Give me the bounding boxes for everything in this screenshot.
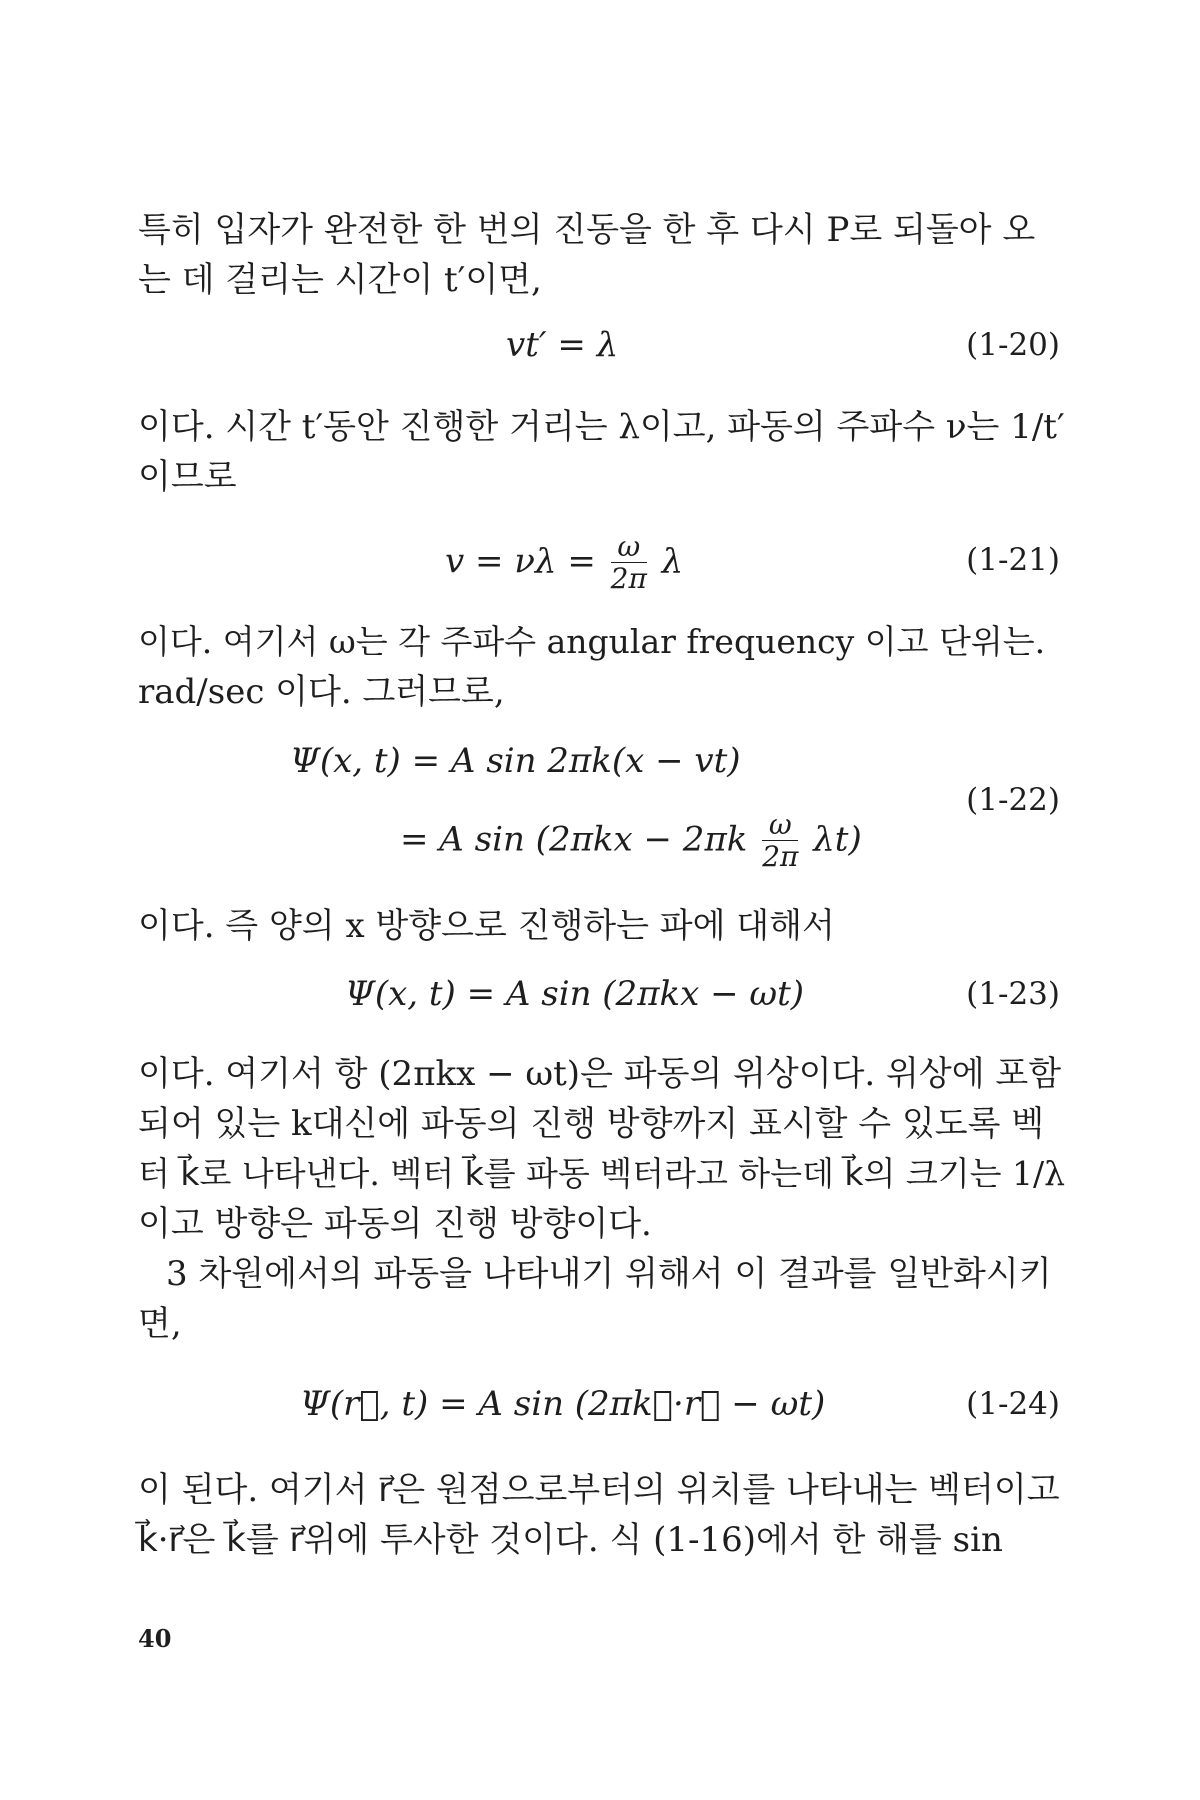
fraction-numerator: ω: [762, 810, 798, 841]
equation-rhs: λ: [661, 541, 684, 582]
equation-1-22-line1: Ψ(x, t) = A sin 2πk(x − vt): [290, 741, 741, 781]
text-line: 이다. 여기서 ω는 각 주파수 angular frequency 이고 단위는.: [138, 622, 1046, 661]
fraction: [611, 532, 647, 595]
equation-1-23: Ψ(x, t) = A sin (2πkx − ωt): [345, 974, 805, 1014]
text-line: 이다. 시간 t′동안 진행한 거리는 λ이고, 파동의 주파수 ν는 1/t′: [138, 407, 1065, 447]
text-line: 되어 있는 k대신에 파동의 진행 방향까지 표시할 수 있도록 벡: [138, 1104, 1045, 1144]
text-line: 이므로: [138, 457, 237, 497]
equation-1-20: vt′ = λ: [506, 325, 619, 365]
equation-number: (1-24): [966, 1386, 1060, 1422]
fraction-denominator: 2π: [762, 840, 799, 873]
page-number: 40: [138, 1624, 172, 1653]
text-line: 터 k⃗로 나타낸다. 벡터 k⃗를 파동 벡터라고 하는데 k⃗의 크기는 1/λ: [138, 1154, 1066, 1193]
equation-1-21: [445, 532, 683, 595]
fraction-numerator: ω: [611, 532, 647, 563]
equation-number: (1-21): [966, 542, 1060, 578]
text-line: 면,: [138, 1304, 182, 1344]
equation-number: (1-23): [966, 976, 1060, 1012]
equation-rhs: λt): [813, 819, 862, 860]
text-line: rad/sec 이다. 그러므로,: [138, 672, 505, 712]
equation-lhs: = A sin (2πkx − 2πk: [400, 819, 748, 860]
equation-lhs: v = νλ =: [445, 541, 596, 582]
equation-1-24: Ψ(r⃗, t) = A sin (2πk⃗·r⃗ − ωt): [300, 1384, 826, 1424]
text-line: 는 데 걸리는 시간이 t′이면,: [138, 260, 542, 300]
text-line: 이다. 여기서 항 (2πkx − ωt)은 파동의 위상이다. 위상에 포함: [138, 1054, 1062, 1094]
text-line: 이고 방향은 파동의 진행 방향이다.: [138, 1204, 652, 1244]
text-line: 3 차원에서의 파동을 나타내기 위해서 이 결과를 일반화시키: [166, 1254, 1052, 1294]
text-line: k⃗·r⃗은 k⃗를 r⃗위에 투사한 것이다. 식 (1-16)에서 한 해를 sin: [138, 1520, 1003, 1560]
text-line: 이다. 즉 양의 x 방향으로 진행하는 파에 대해서: [138, 906, 835, 946]
equation-1-22-line2: [400, 810, 862, 873]
text-line: 특히 입자가 완전한 한 번의 진동을 한 후 다시 P로 되돌아 오: [138, 210, 1036, 250]
equation-number: (1-22): [966, 782, 1060, 818]
fraction-denominator: 2π: [610, 562, 647, 595]
fraction: [762, 810, 798, 873]
equation-number: (1-20): [966, 327, 1060, 363]
text-line: 이 된다. 여기서 r⃗은 원점으로부터의 위치를 나타내는 벡터이고: [138, 1470, 1060, 1510]
